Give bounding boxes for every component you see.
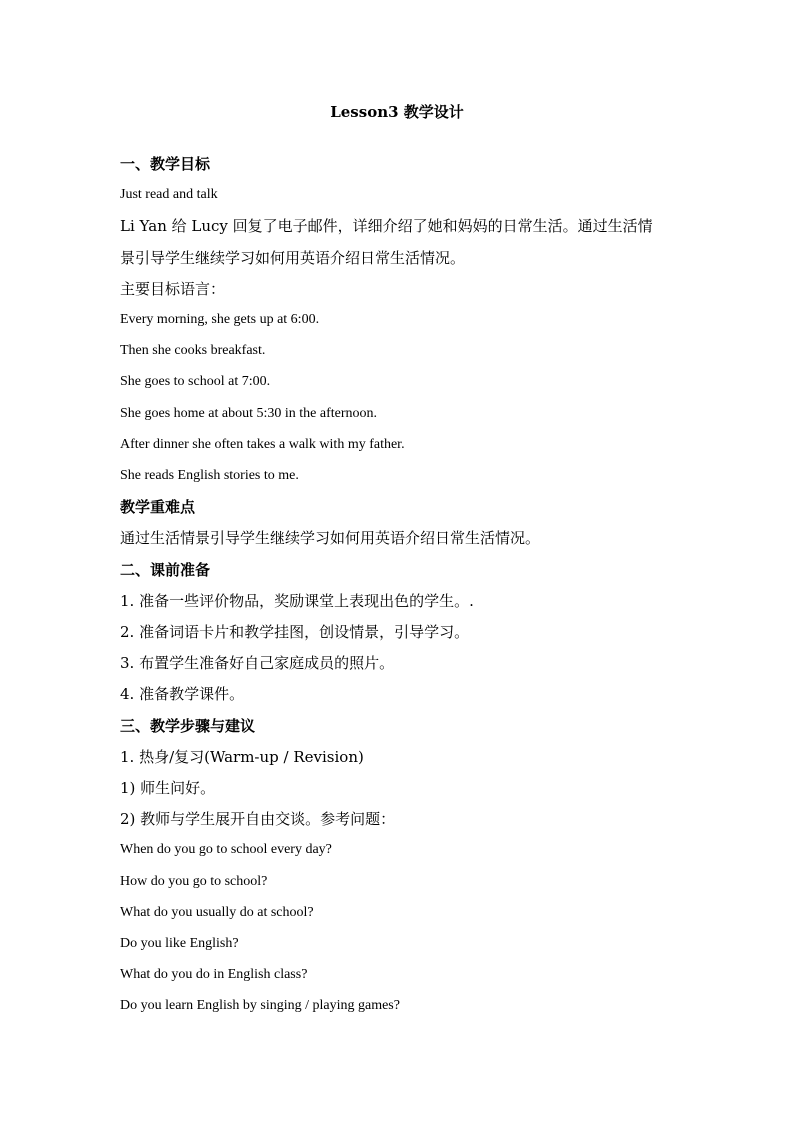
text-line: 主要目标语言： <box>120 279 226 298</box>
text-line: 1. 准备一些评价物品，奖励课堂上表现出色的学生。. <box>120 591 474 610</box>
text-line: 1) 师生问好。 <box>120 779 216 797</box>
text-line: She goes to school at 7:00. <box>120 374 271 390</box>
text-line: 2. 准备词语卡片和教学挂图，创设情景，引导学习。 <box>120 623 470 641</box>
section-heading: 三、教学步骤与建议 <box>120 716 256 735</box>
text-line: 4. 准备教学课件。 <box>120 685 245 704</box>
text-line: She reads English stories to me. <box>120 468 299 483</box>
text-line: 2) 教师与学生展开自由交谈。参考问题： <box>120 810 396 829</box>
section-heading: 二、课前准备 <box>120 560 211 579</box>
text-line: Then she cooks breakfast. <box>120 343 266 359</box>
text-line: 1. 热身/复习(Warm-up / Revision) <box>120 747 364 766</box>
section-heading: 教学重难点 <box>120 498 196 517</box>
text-line: Li Yan 给 Lucy 回复了电子邮件，详细介绍了她和妈妈的日常生活。通过生活情 <box>120 217 653 236</box>
text-line: 3. 布置学生准备好自己家庭成员的照片。 <box>120 654 395 673</box>
text-line: Do you like English? <box>120 936 239 951</box>
text-line: 通过生活情景引导学生继续学习如何用英语介绍日常生活情况。 <box>120 529 541 548</box>
text-line: When do you go to school every day? <box>120 842 332 858</box>
text-line: Do you learn English by singing / playing games? <box>120 998 400 1014</box>
text-line: Just read and talk <box>120 187 218 203</box>
text-line: She goes home at about 5:30 in the afternoon. <box>120 405 377 421</box>
document-title: Lesson3 教学设计 <box>330 103 464 121</box>
section-heading: 一、教学目标 <box>120 155 211 173</box>
text-line: How do you go to school? <box>120 873 268 889</box>
text-line: After dinner she often takes a walk with my father. <box>120 436 405 452</box>
text-line: 景引导学生继续学习如何用英语介绍日常生活情况。 <box>120 248 466 267</box>
text-line: Every morning, she gets up at 6:00. <box>120 312 320 327</box>
text-line: What do you do in English class? <box>120 967 308 983</box>
text-line: What do you usually do at school? <box>120 904 314 920</box>
